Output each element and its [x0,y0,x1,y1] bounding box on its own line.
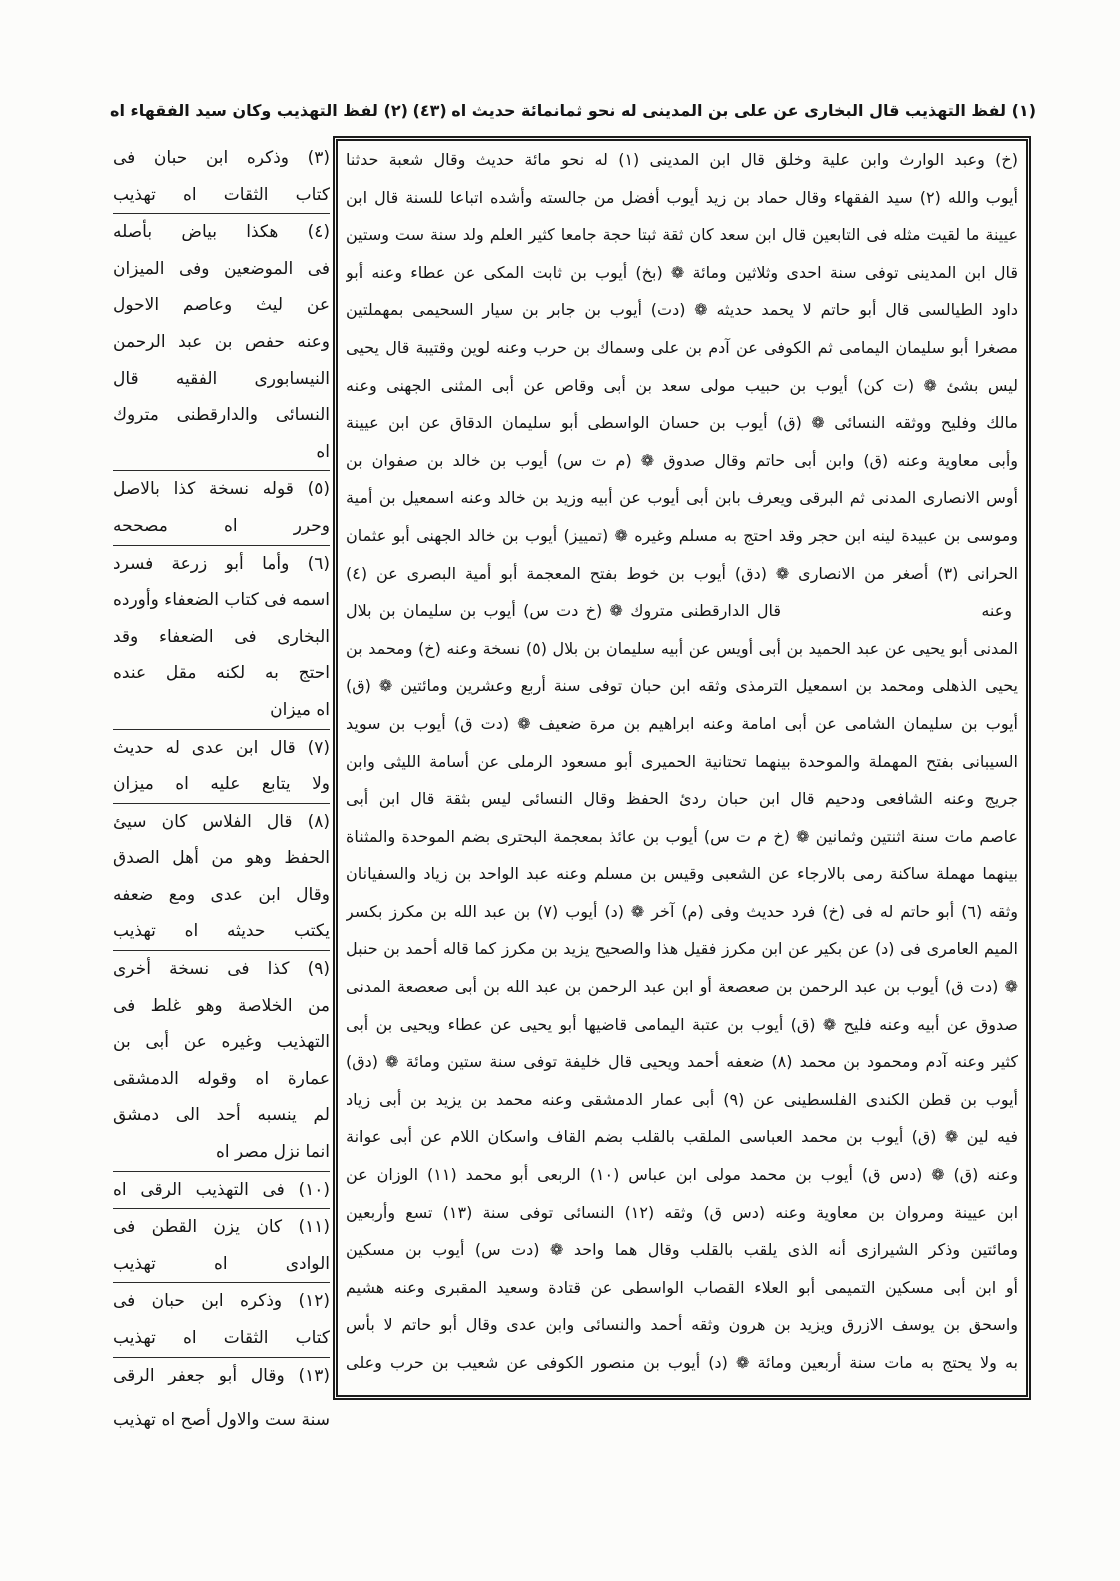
margin-note-line: (٣) وذكره ابن حبان فى [113,148,330,168]
margin-note [113,471,330,545]
main-text-line: أو ابن أبى مسكين التميمى أبو العلاء القصاب الواسطى عن قتادة وسعيد المقبرى وعنه هشيم [346,1277,1018,1297]
margin-note-line: من الخلاصة وهو غلط فى [113,995,330,1016]
margin-note-line: (٦) وأما أبو زرعة فسرد [113,553,330,574]
main-text-line: مالك وفليح ووثقه النسائى ❁ (ق) أيوب بن حسان الواسطى أبو سليمان الدقاق عن ابن عيينة [346,413,1018,433]
main-text-line: بينهما مهملة ساكنة رمى بالارجاء عن الشعبى وقيس بن مسلم وعنه عبد الواحد بن زياد والسفيانان [346,864,1018,884]
main-text-line: (خ) وعبد الوارث وابن علية وخلق قال ابن المدينى (١) له نحو مائة حديث وقال شعبة حدثنا [346,150,1018,169]
margin-note-line: النيسابورى الفقيه قال [113,368,330,389]
main-text-line: وعنه (ق) ❁ (دس ق) أيوب بن محمد مولى ابن عباس (١٠) الربعى أبو محمد (١١) الوزان عن [346,1165,1018,1185]
margin-note [113,214,330,471]
main-text-line: ابن عيينة ومروان بن معاوية وعنه (دس ق) وثقه (١٢) النسائى توفى سنة (١٣) تسع وأربعين [346,1202,1018,1222]
main-text-line: واسحق بن يوسف الازرق ويزيد بن هرون وثقه أحمد والنسائى وابن عدى وقال أبو حاتم لا بأس [346,1315,1018,1335]
page-header [110,92,1036,130]
margin-note-line: النسائى والدارقطنى متروك [113,405,330,426]
margin-note-line: (١٢) وذكره ابن حبان فى [113,1291,330,1312]
margin-note [113,1209,330,1283]
margin-note [113,730,330,804]
main-text-line: عيينة ما لقيت مثله فى التابعين قال ابن سعد كان ثقة ثبتا حجة جامعا كثير العلم ولد سنة ست وستين [346,225,1018,245]
margin-note [113,804,330,951]
margin-note-line: عمارة اه وقوله الدمشقى [113,1068,330,1089]
margin-note-line: البخارى فى الضعفاء وقد [113,626,330,647]
main-text-line: أيوب والله (٢) سيد الفقهاء وقال حماد بن زيد أيوب أفضل من جالسته وأشده اتباعا للسنة قال ابن [346,187,1018,207]
main-text-line: وموسى بن عبيدة لينه ابن حجر وقد احتج به مسلم وغيره ❁ (تمييز) أيوب بن خالد الجهنى أبو عثمان [346,525,1018,545]
main-text-line: كثير وعنه آدم ومحمود بن محمد (٨) ضعفه أحمد ويحيى قال خليفة توفى سنة ستين ومائة ❁ (دق) [346,1052,1018,1072]
main-text-line: أوس الانصارى المدنى ثم البرقى ويعرف بابن أبى أيوب عن أبيه وزيد بن خالد وعنه اسمعيل بن أمية [346,488,1018,508]
main-text-line-with-blank [346,592,1018,630]
margin-note-line: وقال ابن عدى ومع ضعفه [113,884,330,905]
main-text-line: يحيى الذهلى ومحمد بن اسمعيل الترمذى وثقه ابن حبان توفى سنة أربع وعشرين ومائتين ❁ (ق) [346,676,1018,696]
margin-note-line: (٩) كذا فى نسخة أخرى [113,959,330,980]
margin-note [113,546,330,730]
margin-note-line: (١٣) وقال أبو جعفر الرقى [113,1365,330,1386]
margin-note [113,1283,330,1357]
margin-note-line: (٥) قوله نسخة كذا بالاصل [113,479,330,500]
margin-note-line: كتاب الثقات اه تهذيب [113,1328,330,1348]
page-number: (٤٣) [412,101,447,120]
margin-note [113,1172,330,1210]
margin-note [113,1358,330,1439]
main-text-line: به ولا يحتج به مات سنة أربعين ومائة ❁ (د) أيوب بن منصور الكوفى عن شعيب بن حرب وعلى [346,1353,1018,1372]
margin-note-line: فى الموضعين وفى الميزان [113,258,330,279]
margin-note-line: (٤) هكذا بياض بأصله [113,222,330,243]
main-text-line: المدنى أبو يحيى عن عبد الحميد بن أبى أويس عن أبيه سليمان بن بلال (٥) نسخة وعنه (خ) ومحمد بن [346,638,1018,658]
main-text-segment: قال الدارقطنى متروك ❁ (خ دت س) أيوب بن سليمان بن بلال [346,601,781,621]
main-text-line: السيبانى بفتح المهملة والموحدة بينهما تحتانية الحميرى أبو مسعود الرملى عن أسامة الليثى وابن [346,751,1018,771]
main-text-line: ومائتين وذكر الشيرازى أنه الذى يلقب بالقلب وقال هما واحد ❁ (دت س) أيوب بن مسكين [346,1240,1018,1260]
main-text-line: الميم العامرى فى (د) عن بكير عن ابن مكرز فقيل هذا والصحيح يزيد بن مكرز كما قاله أحمد بن حنبل [346,939,1018,959]
margin-note-line: الوادى اه تهذيب [113,1253,330,1274]
main-text-line: صدوق عن أبيه وعنه فليح ❁ (ق) أيوب بن عتبة اليمامى قاضيها أبو يحيى عن عطاء ويحيى بن أبى [346,1014,1018,1034]
margin-note-line: اه [316,441,330,462]
main-text-box [333,136,1031,1400]
margin-note-line: (١٠) فى التهذيب الرقى اه [113,1179,330,1200]
margin-note-line: انما نزل مصر اه [216,1142,330,1163]
main-text-line: فيه لين ❁ (ق) أيوب بن محمد العباسى الملقب بالقلب بضم القاف واسكان اللام عن أبى عوانة [346,1127,1018,1147]
main-text-line: قال ابن المدينى توفى سنة احدى وثلاثين ومائة ❁ (بخ) أيوب بن ثابت المكى عن عطاء وعنه أبو [346,262,1018,282]
margin-note-line: وحرر اه مصححه [113,515,330,536]
margin-note-line: كتاب الثقات اه تهذيب [113,184,330,205]
main-text-line: أيوب بن سليمان الشامى عن أبى امامة وعنه ابراهيم بن مرة ضعيف ❁ (دت ق) أيوب بن سويد [346,713,1018,733]
main-text-line: مصغرا أبو سليمان اليمامى ثم الكوفى عن آدم بن على وسماك بن حرب وعنه لوين وقتيبة قال يحيى [346,337,1018,357]
margin-note-line: احتج به لكنه مقل عنده [113,663,330,684]
margin-note-line: اه ميزان [270,699,330,720]
margin-note-line: (١١) كان يزن القطن فى [113,1217,330,1238]
header-footnote-1: (١) لفظ التهذيب قال البخارى عن على بن المدينى له نحو ثمانمائة حديث اه [451,101,1036,120]
header-footnote-2: (٢) لفظ التهذيب وكان سيد الفقهاء اه [110,101,408,120]
margin-note [113,140,330,214]
margin-note-line: يكتب حديثه اه تهذيب [113,921,330,942]
margin-note-line: وعنه حفص بن عبد الرحمن [113,331,330,352]
main-text-segment: وعنه [981,601,1012,621]
margin-note [113,951,330,1172]
main-text-line: ليس بشئ ❁ (ت كن) أيوب بن حبيب مولى سعد بن أبى وقاص عن أبى المثنى الجهنى وعنه [346,375,1018,395]
main-text-line: ❁ (دت ق) أيوب بن عبد الرحمن بن صعصعة أو ابن عبد الرحمن بن عبد الله بن أبى صعصعة المدنى [346,977,1018,997]
main-text-line: وثقه (٦) أبو حاتم له فى (خ) فرد حديث وفى (م) آخر ❁ (د) أيوب (٧) بن عبد الله بن مكرز بكسر [346,901,1018,921]
margin-note-line: عن ليث وعاصم الاحول [113,295,330,316]
main-text-line: جريج وعنه الشافعى ودحيم قال ابن حبان ردئ الحفظ وقال النسائى ليس بثقة قال ابن أبى [346,789,1018,809]
margin-note-line: (٨) قال الفلاس كان سيئ [113,811,330,832]
margin-note-line: (٧) قال ابن عدى له حديث [113,737,330,758]
margin-note-line: ولا يتابع عليه اه ميزان [113,774,330,795]
main-text-line: داود الطيالسى قال أبو حاتم لا يحمد حديثه ❁ (دت) أيوب بن جابر بن سيار السحيمى بمهملتين [346,300,1018,320]
main-text-line: عاصم مات سنة اثنتين وثمانين ❁ (خ م ت س) أيوب بن عائذ بمعجمة البحترى بضم الموحدة والمثناة [346,826,1018,846]
margin-note-line: لم ينسبه أحد الى دمشق [113,1105,330,1126]
margin-note-line: اسمه فى كتاب الضعفاء وأورده [113,590,330,611]
margin-note-line: الحفظ وهو من أهل الصدق [113,848,330,869]
main-text-line: الحرانى (٣) أصغر من الانصارى ❁ (دق) أيوب بن خوط بفتح المعجمة أبو أمية البصرى عن (٤) [346,563,1018,583]
margin-note-line: التهذيب وغيره عن أبى بن [113,1032,330,1053]
margin-notes-column [113,140,330,1439]
margin-note-line: سنة ست والاول أصح اه تهذيب [113,1410,330,1431]
main-text-line: وأبى معاوية وعنه (ق) وابن أبى حاتم وقال صدوق ❁ (م ت س) أيوب بن خالد بن صفوان بن [346,450,1018,470]
main-text-line: أيوب بن قطن الكندى الفلسطينى عن (٩) أبى عمار الدمشقى وعنه محمد بن يزيد بن أبى زياد [346,1089,1018,1109]
